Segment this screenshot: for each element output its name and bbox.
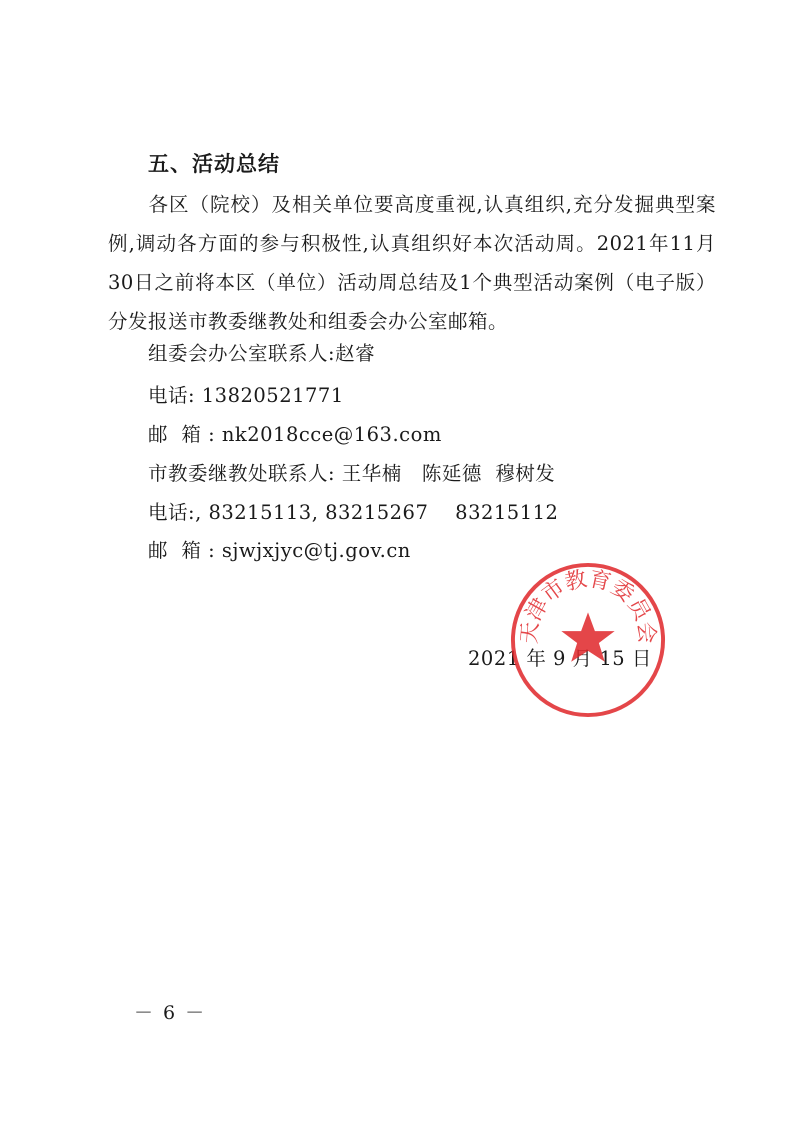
bureau-phone: 电话:, 83215113, 83215267 83215112 bbox=[148, 501, 559, 524]
signature-date: 2021 年 9 月 15 日 bbox=[468, 647, 652, 670]
seal-text: 天津市教育委员会 bbox=[516, 566, 660, 645]
committee-phone: 电话: 13820521771 bbox=[148, 384, 344, 407]
seal-star-icon bbox=[561, 612, 614, 661]
page-number: － 6 － bbox=[134, 1002, 207, 1024]
section-heading: 五、活动总结 bbox=[148, 152, 280, 176]
bureau-contact: 市教委继教处联系人: 王华楠 陈延德 穆树发 bbox=[148, 462, 556, 485]
summary-paragraph-text: 各区（院校）及相关单位要高度重视,认真组织,充分发掘典型案例,调动各方面的参与积极性,认真组织好本次活动周。2021年11月30日之前将本区（单位）活动周总结及1个典型活动案例（电子版）分发报送市教委继教处和组委会办公室邮箱。 bbox=[108, 193, 716, 333]
committee-contact: 组委会办公室联系人:赵睿 bbox=[148, 342, 376, 365]
summary-paragraph bbox=[108, 185, 716, 341]
committee-email: 邮 箱 : nk2018cce@163.com bbox=[148, 423, 442, 446]
official-seal bbox=[509, 561, 667, 719]
bureau-email: 邮 箱 : sjwjxjyc@tj.gov.cn bbox=[148, 539, 411, 562]
